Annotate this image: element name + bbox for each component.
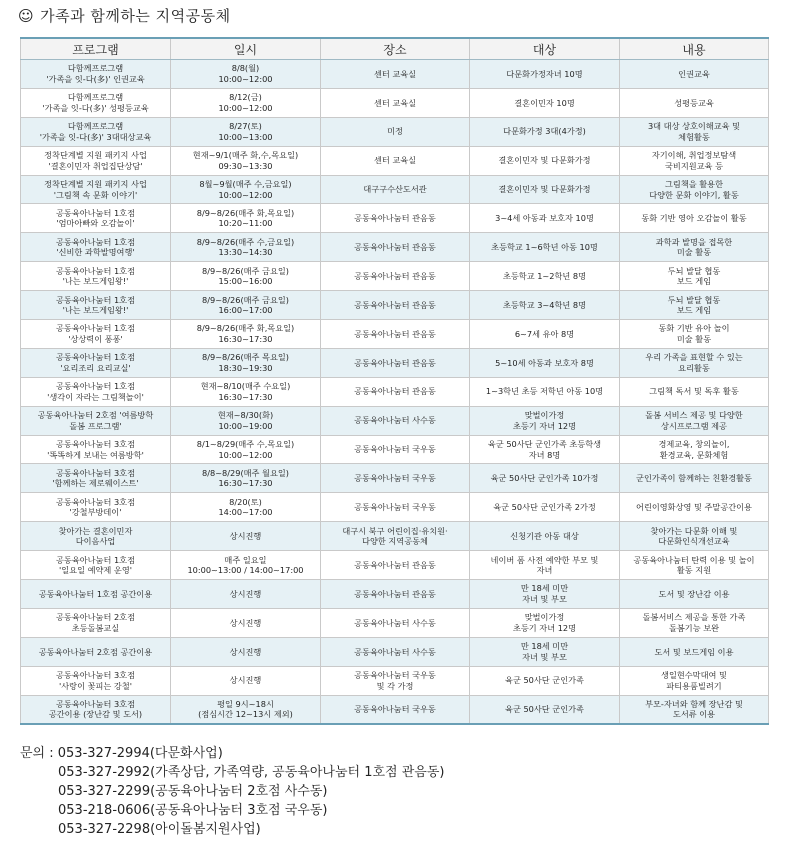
place-cell: 공동육아나눔터 사수동 [321,637,470,666]
program-cell: 공동육아나눔터 1호점 '요리조리 요리교실' [21,348,171,377]
place-cell: 공동육아나눔터 관음동 [321,262,470,291]
table-row [21,637,769,666]
program-cell: 공동육아나눔터 1호점 '나는 보드게임왕!' [21,262,171,291]
contact-phone: 053-327-2994(다문화사업) [57,746,223,761]
table-row [21,464,769,493]
place-cell: 대구구수산도서관 [321,175,470,204]
datetime-cell: 현재~8/30(화) 10:00~19:00 [171,406,321,435]
table-body [21,60,769,724]
content-cell: 군인가족이 함께하는 친환경활동 [620,464,769,493]
datetime-cell: 8/9~8/26(매주 금요일) 16:00~17:00 [171,291,321,320]
content-cell: 과학과 발명을 접목한 미술 활동 [620,233,769,262]
datetime-cell: 평일 9시~18시 (점심시간 12~13시 제외) [171,695,321,724]
content-cell: 부모-자녀와 함께 장난감 및 도서류 이용 [620,695,769,724]
table-row [21,608,769,637]
datetime-cell: 상시진행 [171,666,321,695]
content-cell: 3대 대상 상호이해교육 및 체험활동 [620,117,769,146]
place-cell: 공동육아나눔터 관음동 [321,204,470,233]
contact-line [20,820,444,839]
content-cell: 공동육아나눔터 탄력 이용 및 놀이 활동 지원 [620,551,769,580]
target-cell: 다문화가정 3대(4가정) [470,117,620,146]
place-cell: 미정 [321,117,470,146]
content-cell: 성평등교육 [620,88,769,117]
column-header-content: 내용 [620,38,769,60]
target-cell: 6~7세 유아 8명 [470,320,620,349]
place-cell: 공동육아나눔터 국우동 [321,695,470,724]
table-row [21,695,769,724]
place-cell: 대구시 북구 어린이집·유치원· 다양한 지역공동체 [321,522,470,551]
target-cell: 초등학교 1~2학년 8명 [470,262,620,291]
table-row [21,493,769,522]
content-cell: 도서 및 보드게임 이용 [620,637,769,666]
table-row [21,146,769,175]
content-cell: 어린이영화상영 및 주말공간이용 [620,493,769,522]
datetime-cell: 8/27(토) 10:00~13:00 [171,117,321,146]
program-cell: 공동육아나눔터 2호점 초등돌봄교실 [21,608,171,637]
program-cell: 정착단계별 지원 패키지 사업 '그림책 속 문화 이야기' [21,175,171,204]
target-cell: 맞벌이가정 초등기 자녀 12명 [470,406,620,435]
target-cell: 초등학교 3~4학년 8명 [470,291,620,320]
target-cell: 육군 50사단 군인가족 [470,666,620,695]
program-cell: 다함께프로그램 '가족을 잇-다(多)' 성평등교육 [21,88,171,117]
column-header-datetime: 일시 [171,38,321,60]
target-cell: 결혼이민자 10명 [470,88,620,117]
place-cell: 공동육아나눔터 관음동 [321,348,470,377]
content-cell: 인권교육 [620,60,769,89]
program-cell: 공동육아나눔터 1호점 '상상력이 퐁퐁' [21,320,171,349]
datetime-cell: 상시진행 [171,637,321,666]
program-cell: 찾아가는 결혼이민자 다이음사업 [21,522,171,551]
target-cell: 육군 50사단 군인가족 10가정 [470,464,620,493]
table-row [21,377,769,406]
table-row [21,435,769,464]
target-cell: 육군 50사단 군인가족 [470,695,620,724]
program-table [20,37,769,725]
table-row [21,551,769,580]
content-cell: 그림책 독서 및 독후 활동 [620,377,769,406]
table-row [21,406,769,435]
target-cell: 5~10세 아동과 보호자 8명 [470,348,620,377]
place-cell: 센터 교육실 [321,146,470,175]
datetime-cell: 매주 일요일 10:00~13:00 / 14:00~17:00 [171,551,321,580]
contact-phone: 053-327-2299(공동육아나눔터 2호점 사수동) [58,784,328,799]
place-cell: 공동육아나눔터 관음동 [321,320,470,349]
datetime-cell: 8/8~8/29(매주 월요일) 16:30~17:30 [171,464,321,493]
content-cell: 돌봄 서비스 제공 및 다양한 상시프로그램 제공 [620,406,769,435]
contact-line [20,763,444,782]
content-cell: 돌봄서비스 제공을 통한 가족 돌봄기능 보완 [620,608,769,637]
program-cell: 공동육아나눔터 3호점 '함께하는 제로웨이스트' [21,464,171,493]
content-cell: 찾아가는 다문화 이해 및 다문화인식개선교육 [620,522,769,551]
table-header-row [21,38,769,60]
place-cell: 공동육아나눔터 사수동 [321,406,470,435]
program-cell: 다함께프로그램 '가족을 잇-다(多)' 인권교육 [21,60,171,89]
content-cell: 그림책을 활용한 다양한 문화 이야기, 활동 [620,175,769,204]
table-row [21,262,769,291]
table-row [21,348,769,377]
datetime-cell: 8월~9월(매주 수,금요일) 10:00~12:00 [171,175,321,204]
place-cell: 공동육아나눔터 사수동 [321,608,470,637]
table-row [21,175,769,204]
program-cell: 공동육아나눔터 3호점 '똑똑하게 보내는 여름방학' [21,435,171,464]
target-cell: 육군 50사단 군인가족 2가정 [470,493,620,522]
place-cell: 공동육아나눔터 관음동 [321,291,470,320]
contact-line [20,801,444,820]
target-cell: 초등학교 1~6학년 아동 10명 [470,233,620,262]
content-cell: 두뇌 발달 협동 보드 게임 [620,291,769,320]
datetime-cell: 8/20(토) 14:00~17:00 [171,493,321,522]
contact-phone: 053-327-2298(아이돌봄지원사업) [58,822,261,837]
target-cell: 만 18세 미만 자녀 및 부모 [470,637,620,666]
datetime-cell: 상시진행 [171,608,321,637]
target-cell: 만 18세 미만 자녀 및 부모 [470,580,620,609]
table-row [21,117,769,146]
target-cell: 맞벌이가정 초등기 자녀 12명 [470,608,620,637]
datetime-cell: 상시진행 [171,522,321,551]
program-cell: 공동육아나눔터 1호점 '일요일 예약제 운영' [21,551,171,580]
place-cell: 공동육아나눔터 관음동 [321,377,470,406]
page-title-text: 가족과 함께하는 지역공동체 [40,7,231,25]
target-cell: 3~4세 아동과 보호자 10명 [470,204,620,233]
datetime-cell: 8/9~8/26(매주 수,금요일) 13:30~14:30 [171,233,321,262]
contact-phone: 053-218-0606(공동육아나눔터 3호점 국우동) [58,803,328,818]
table-row [21,88,769,117]
program-cell: 공동육아나눔터 1호점 '생각이 자라는 그림책놀이' [21,377,171,406]
target-cell: 네이버 폼 사전 예약한 부모 및 자녀 [470,551,620,580]
page-title [18,5,231,26]
program-cell: 공동육아나눔터 3호점 '사랑이 꽃피는 강철' [21,666,171,695]
target-cell: 결혼이민자 및 다문화가정 [470,175,620,204]
program-cell: 공동육아나눔터 3호점 '강철부방데이' [21,493,171,522]
content-cell: 자기이해, 취업정보탐색 국비지원교육 등 [620,146,769,175]
datetime-cell: 상시진행 [171,580,321,609]
smiley-icon: ☺ [18,7,35,25]
program-cell: 공동육아나눔터 2호점 공간이용 [21,637,171,666]
datetime-cell: 8/9~8/26(매주 목요일) 18:30~19:30 [171,348,321,377]
table-row [21,233,769,262]
datetime-cell: 현재~9/1(매주 화,수,목요일) 09:30~13:30 [171,146,321,175]
datetime-cell: 8/8(월) 10:00~12:00 [171,60,321,89]
program-cell: 공동육아나눔터 1호점 '신비한 과학발명여행' [21,233,171,262]
contact-line [20,744,444,763]
datetime-cell: 8/9~8/26(매주 화,목요일) 10:20~11:00 [171,204,321,233]
content-cell: 동화 기반 영아 오감놀이 활동 [620,204,769,233]
datetime-cell: 8/12(금) 10:00~12:00 [171,88,321,117]
place-cell: 공동육아나눔터 관음동 [321,551,470,580]
content-cell: 도서 및 장난감 이용 [620,580,769,609]
program-cell: 정착단계별 지원 패키지 사업 '결혼이민자 취업집단상담' [21,146,171,175]
contact-line [20,782,444,801]
program-cell: 공동육아나눔터 3호점 공간이용 (장난감 및 도서) [21,695,171,724]
program-cell: 공동육아나눔터 2호점 '여름방학 돌봄 프로그램' [21,406,171,435]
table-row [21,522,769,551]
target-cell: 육군 50사단 군인가족 초등학생 자녀 8명 [470,435,620,464]
contact-label: 문의 : [20,746,58,761]
program-cell: 다함께프로그램 '가족을 잇-다(多)' 3대대상교육 [21,117,171,146]
column-header-program: 프로그램 [21,38,171,60]
program-cell: 공동육아나눔터 1호점 '나는 보드게임왕!' [21,291,171,320]
target-cell: 신청기관 아동 대상 [470,522,620,551]
place-cell: 공동육아나눔터 관음동 [321,233,470,262]
place-cell: 공동육아나눔터 국우동 [321,493,470,522]
content-cell: 생일현수막대여 및 파티용품빌려기 [620,666,769,695]
column-header-target: 대상 [470,38,620,60]
place-cell: 센터 교육실 [321,88,470,117]
table-row [21,60,769,89]
program-cell: 공동육아나눔터 1호점 '엄마아빠와 오감놀이' [21,204,171,233]
datetime-cell: 현재~8/10(매주 수요일) 16:30~17:30 [171,377,321,406]
place-cell: 공동육아나눔터 국우동 및 각 가정 [321,666,470,695]
place-cell: 공동육아나눔터 관음동 [321,580,470,609]
table-row [21,291,769,320]
target-cell: 다문화가정자녀 10명 [470,60,620,89]
place-cell: 공동육아나눔터 국우동 [321,464,470,493]
program-cell: 공동육아나눔터 1호점 공간이용 [21,580,171,609]
table-row [21,666,769,695]
content-cell: 두뇌 발달 협동 보드 게임 [620,262,769,291]
datetime-cell: 8/9~8/26(매주 금요일) 15:00~16:00 [171,262,321,291]
table-row [21,580,769,609]
content-cell: 동화 기반 유아 놀이 미술 활동 [620,320,769,349]
target-cell: 결혼이민자 및 다문화가정 [470,146,620,175]
contact-phone: 053-327-2992(가족상담, 가족역량, 공동육아나눔터 1호점 관음동) [58,765,445,780]
content-cell: 경제교육, 창의놀이, 환경교육, 문화체험 [620,435,769,464]
column-header-place: 장소 [321,38,470,60]
table-row [21,320,769,349]
target-cell: 1~3학년 초등 저학년 아동 10명 [470,377,620,406]
datetime-cell: 8/1~8/29(매주 수,목요일) 10:00~12:00 [171,435,321,464]
table-row [21,204,769,233]
contact-info [20,744,444,839]
place-cell: 공동육아나눔터 국우동 [321,435,470,464]
datetime-cell: 8/9~8/26(매주 화,목요일) 16:30~17:30 [171,320,321,349]
place-cell: 센터 교육실 [321,60,470,89]
content-cell: 우리 가족을 표현할 수 있는 요리활동 [620,348,769,377]
